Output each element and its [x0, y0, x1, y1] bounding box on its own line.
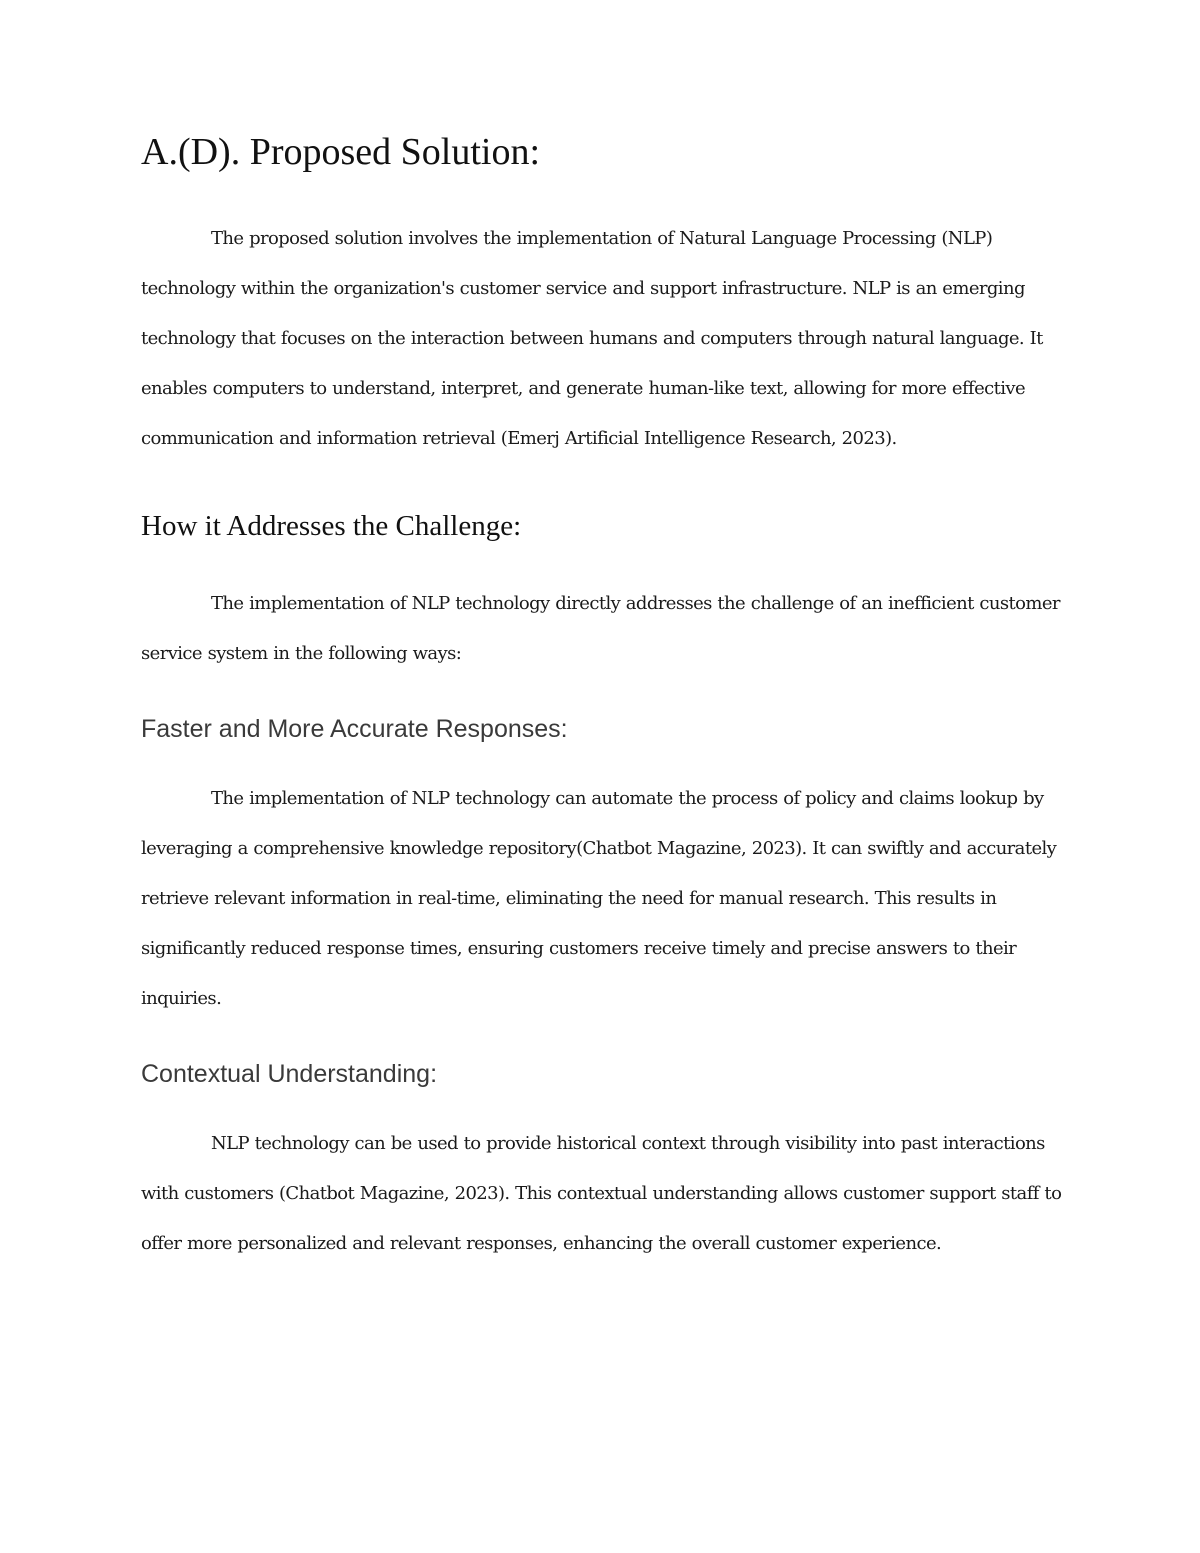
paragraph-addresses-challenge: The implementation of NLP technology directly addresses the challenge of an inefficient customer service system in the following ways: — [141, 593, 1060, 665]
document-body — [141, 130, 1066, 1269]
heading-addresses-challenge: How it Addresses the Challenge: — [141, 509, 522, 542]
paragraph-proposed-solution: The proposed solution involves the implementation of Natural Language Processing (NLP) technology within the organization's customer service and support infrastructure. NLP is an emerging technology that focuses on the interaction between humans and computers through natural language. It enables computers to understand, interpret, and generate human-like text, allowing for more effective communication and information retrieval (Emerj Artificial Intelligence Research, 2023). — [141, 227, 1043, 449]
paragraph-contextual-understanding: NLP technology can be used to provide historical context through visibility into past interactions with customers (Chatbot Magazine, 2023). This contextual understanding allows customer support staff to offer more personalized and relevant responses, enhancing the overall customer experience. — [141, 1133, 1062, 1255]
heading-faster-responses: Faster and More Accurate Responses: — [141, 715, 568, 744]
paragraph-faster-responses: The implementation of NLP technology can automate the process of policy and claims lookup by leveraging a comprehensive knowledge repository(Chatbot Magazine, 2023). It can swiftly and accurately retrieve relevant information in real-time, eliminating the need for manual research. This results in significantly reduced response times, ensuring customers receive timely and precise answers to their inquiries. — [141, 788, 1057, 1010]
heading-contextual-understanding: Contextual Understanding: — [141, 1060, 438, 1089]
heading-proposed-solution: A.(D). Proposed Solution: — [141, 131, 540, 173]
